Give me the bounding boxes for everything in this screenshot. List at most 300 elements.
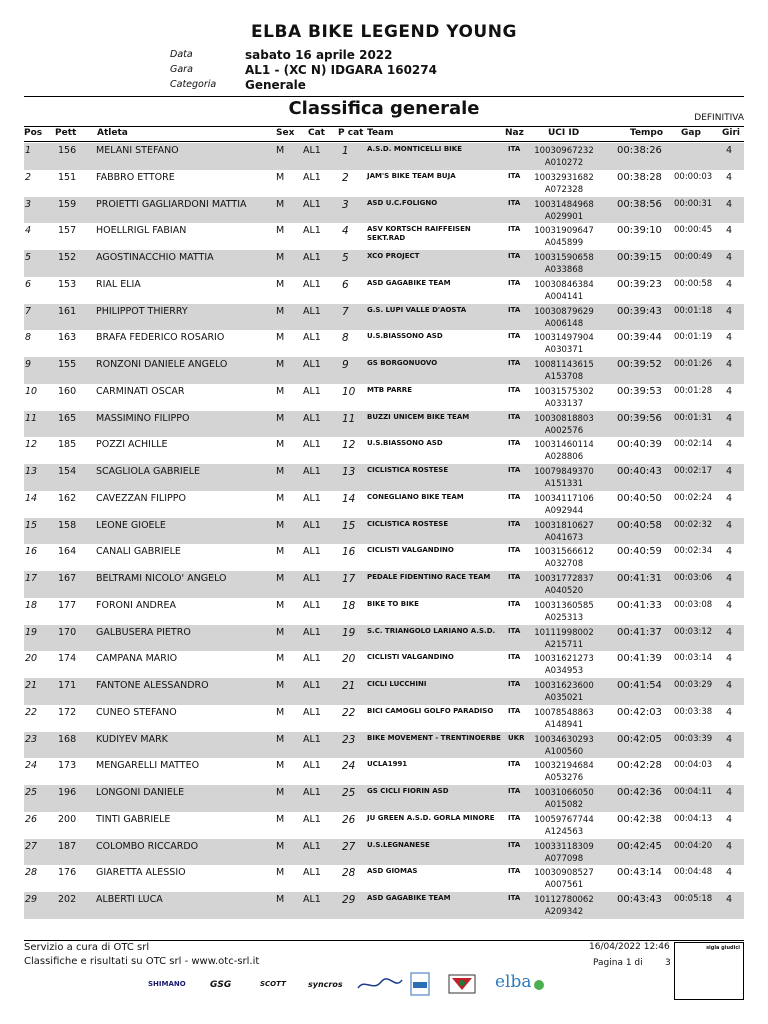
cell-pos: 14: [25, 492, 38, 504]
cell-athlete: FANTONE ALESSANDRO: [96, 680, 209, 691]
cell-nation: ITA: [508, 626, 521, 635]
cell-pcat: 5: [342, 252, 349, 264]
table-row: [24, 170, 744, 197]
uci-license-code: A025313: [544, 612, 584, 623]
table-row: [24, 785, 744, 812]
cell-athlete: BELTRAMI NICOLO' ANGELO: [96, 573, 227, 584]
cell-laps: 4: [726, 787, 733, 798]
cell-pcat: 24: [342, 760, 356, 773]
cell-laps: 4: [726, 466, 733, 477]
meta-value: sabato 16 aprile 2022: [245, 47, 393, 62]
cell-athlete: FORONI ANDREA: [96, 599, 176, 611]
cell-nation: ITA: [508, 359, 521, 367]
uci-id-number: 10031623600: [534, 681, 594, 691]
cell-pos: 29: [25, 894, 38, 905]
meta-value: AL1 - (XC N) IDGARA 160274: [245, 62, 437, 77]
cell-laps: 4: [726, 252, 733, 263]
cell-pos: 6: [25, 278, 32, 290]
cell-athlete: FABBRO ETTORE: [96, 171, 175, 183]
cell-time: 00:41:54: [617, 680, 662, 691]
uci-id-number: 10078548863: [534, 707, 594, 718]
uci-license-code: A072328: [544, 184, 584, 195]
cell-nation: ITA: [508, 599, 521, 608]
cell-athlete: MENGARELLI MATTEO: [96, 760, 200, 772]
cell-team: U.S.BIASSONO ASD: [367, 439, 443, 448]
cell-gap: 00:01:18: [674, 305, 713, 316]
cell-time: 00:40:39: [617, 439, 662, 451]
uci-license-code: A002576: [544, 425, 584, 436]
cell-athlete: PROIETTI GAGLIARDONI MATTIA: [96, 198, 247, 210]
cell-athlete: KUDIYEV MARK: [96, 733, 168, 745]
cell-time: 00:42:03: [617, 706, 662, 718]
cell-uci-id: [530, 573, 598, 597]
cell-sex: M: [276, 278, 285, 290]
cell-pcat: 18: [342, 599, 356, 612]
uci-license-code: A028806: [544, 452, 584, 463]
cell-cat: AL1: [303, 680, 321, 691]
cell-team: BICI CAMOGLI GOLFO PARADISO: [367, 706, 494, 715]
footer-credits: [24, 941, 259, 969]
cell-uci-id: [530, 841, 598, 865]
cell-sex: M: [276, 760, 285, 772]
cell-team: S.C. TRIANGOLO LARIANO A.S.D.: [367, 626, 496, 635]
cell-nation: ITA: [508, 412, 521, 421]
cell-laps: 4: [726, 225, 733, 237]
cell-cat: AL1: [303, 198, 321, 210]
cell-uci-id: [530, 787, 598, 811]
uci-id-number: 10031497904: [534, 333, 594, 344]
cell-laps: 4: [726, 680, 733, 691]
cell-laps: 4: [726, 626, 733, 638]
cell-uci-id: [530, 225, 598, 249]
cell-pos: 21: [25, 680, 38, 691]
cell-laps: 4: [726, 706, 733, 718]
cell-athlete: RIAL ELIA: [96, 278, 141, 290]
cell-athlete: ALBERTI LUCA: [96, 894, 163, 905]
cell-pett: 151: [58, 171, 77, 183]
cell-athlete: CANALI GABRIELE: [96, 546, 181, 558]
cell-time: 00:39:56: [617, 412, 662, 424]
cell-cat: AL1: [303, 840, 321, 852]
cell-pos: 12: [25, 439, 38, 451]
uci-id-number: 10030967232: [534, 146, 594, 156]
table-row: [24, 705, 744, 732]
col-atleta: Atleta: [97, 128, 128, 138]
cell-pos: 4: [25, 225, 32, 237]
cell-gap: 00:04:20: [674, 840, 713, 851]
cell-cat: AL1: [303, 546, 321, 558]
uci-license-code: A032708: [544, 559, 584, 570]
cell-sex: M: [276, 787, 285, 798]
event-title: ELBA BIKE LEGEND YOUNG: [251, 22, 517, 42]
cell-nation: ITA: [508, 519, 521, 528]
cell-time: 00:43:43: [617, 894, 662, 905]
table-row: [24, 250, 744, 277]
cell-pos: 15: [25, 519, 38, 531]
cell-pcat: 14: [342, 492, 356, 505]
cell-nation: ITA: [508, 171, 521, 180]
uci-id-number: 10111998002: [534, 627, 594, 638]
cell-sex: M: [276, 546, 285, 558]
cell-laps: 4: [726, 573, 733, 584]
cell-pcat: 8: [342, 332, 349, 345]
cell-athlete: COLOMBO RICCARDO: [96, 840, 199, 852]
cell-sex: M: [276, 626, 285, 638]
uci-license-code: A215711: [544, 639, 584, 650]
cell-team: ASV KORTSCH RAIFFEISEN SEKT.RAD: [367, 225, 471, 243]
cell-cat: AL1: [303, 145, 321, 156]
cell-gap: 00:04:11: [674, 787, 713, 797]
uci-id-number: 10030879629: [534, 306, 594, 317]
cell-gap: 00:02:14: [674, 439, 713, 450]
cell-laps: 4: [726, 198, 733, 210]
uci-license-code: A007561: [544, 880, 584, 891]
uci-license-code: A053276: [544, 773, 584, 784]
table-row: [24, 304, 744, 331]
cell-cat: AL1: [303, 573, 321, 584]
meta-label: Categoria: [170, 79, 217, 90]
table-row: [24, 625, 744, 652]
cell-sex: M: [276, 198, 285, 210]
col-pcat: P cat: [338, 128, 364, 138]
footer-results-link: Classifiche e risultati su OTC srl - www.otc-srl.it: [24, 956, 260, 967]
cell-athlete: RONZONI DANIELE ANGELO: [96, 359, 228, 370]
uci-id-number: 10031621273: [534, 654, 594, 665]
table-row: [24, 437, 744, 464]
cell-gap: 00:02:34: [674, 546, 713, 557]
cell-pos: 24: [25, 760, 38, 772]
cell-uci-id: [530, 413, 598, 437]
sponsor-logo-capoliveri: [410, 972, 430, 996]
cell-pos: 7: [25, 305, 32, 317]
cell-nation: ITA: [508, 894, 521, 902]
meta-label: Gara: [170, 64, 193, 75]
uci-license-code: A033137: [544, 398, 584, 409]
cell-laps: 4: [726, 813, 733, 825]
table-row: [24, 839, 744, 866]
cell-uci-id: [530, 734, 598, 758]
table-header-divider: [24, 141, 744, 142]
cell-time: 00:40:58: [617, 519, 662, 531]
cell-cat: AL1: [303, 359, 321, 370]
cell-athlete: PHILIPPOT THIERRY: [96, 305, 188, 317]
sponsor-logo-gsg: GSG: [210, 980, 232, 990]
uci-license-code: A029901: [544, 211, 584, 222]
cell-time: 00:39:53: [617, 385, 662, 397]
cell-team: UCLA1991: [367, 760, 408, 769]
cell-cat: AL1: [303, 278, 321, 290]
cell-pett: 156: [58, 145, 77, 156]
cell-team: G.S. LUPI VALLE D'AOSTA: [367, 305, 467, 314]
uci-license-code: A006148: [544, 318, 584, 329]
results-table: [24, 143, 744, 919]
meta-label: Data: [170, 49, 193, 60]
table-row: [24, 491, 744, 518]
table-row: [24, 892, 744, 919]
cell-gap: 00:03:08: [674, 599, 713, 610]
uci-license-code: A035021: [544, 693, 584, 703]
cell-pcat: 13: [342, 466, 356, 478]
cell-gap: 00:01:31: [674, 412, 713, 423]
uci-license-code: A034953: [544, 666, 584, 677]
cell-nation: ITA: [508, 813, 521, 822]
cell-pcat: 20: [342, 653, 356, 666]
col-sex: Sex: [276, 128, 295, 138]
meta-value: Generale: [245, 77, 306, 92]
table-row: [24, 357, 744, 384]
cell-uci-id: [530, 493, 598, 517]
cell-time: 00:39:43: [617, 305, 662, 317]
cell-uci-id: [530, 867, 598, 891]
cell-pett: 173: [58, 760, 77, 772]
sponsor-logo-script: [355, 974, 405, 994]
cell-sex: M: [276, 305, 285, 317]
cell-pett: 165: [58, 412, 77, 424]
col-naz: Naz: [505, 128, 524, 138]
cell-pos: 9: [25, 359, 32, 370]
cell-laps: 4: [726, 439, 733, 451]
cell-nation: ITA: [508, 278, 521, 287]
cell-laps: 4: [726, 145, 733, 156]
cell-pett: 171: [58, 680, 77, 691]
cell-cat: AL1: [303, 492, 321, 504]
uci-id-number: 10031566612: [534, 547, 594, 558]
sponsor-logo-shimano: SHIMANO: [148, 980, 186, 988]
cell-nation: ITA: [508, 573, 521, 581]
cell-pos: 2: [25, 171, 32, 183]
cell-team: CICLI LUCCHINI: [367, 680, 427, 688]
table-row: [24, 571, 744, 598]
uci-license-code: A209342: [544, 907, 584, 917]
cell-time: 00:42:45: [617, 840, 662, 852]
uci-id-number: 10079849370: [534, 467, 594, 477]
cell-sex: M: [276, 867, 285, 879]
cell-sex: M: [276, 225, 285, 237]
cell-time: 00:42:28: [617, 760, 662, 772]
table-row: [24, 758, 744, 785]
cell-uci-id: [530, 707, 598, 731]
cell-team: GS CICLI FIORIN ASD: [367, 787, 449, 795]
cell-sex: M: [276, 412, 285, 424]
cell-pcat: 25: [342, 787, 356, 799]
cell-pos: 1: [25, 145, 32, 156]
cell-cat: AL1: [303, 599, 321, 611]
cell-uci-id: [530, 145, 598, 169]
cell-cat: AL1: [303, 519, 321, 531]
cell-nation: ITA: [508, 840, 521, 849]
cell-nation: ITA: [508, 466, 521, 474]
cell-sex: M: [276, 519, 285, 531]
cell-uci-id: [530, 546, 598, 570]
uci-id-number: 10030908527: [534, 868, 594, 879]
cell-team: CICLISTICA ROSTESE: [367, 519, 449, 528]
cell-pett: 187: [58, 840, 77, 852]
cell-nation: ITA: [508, 760, 521, 769]
cell-laps: 4: [726, 599, 733, 611]
uci-id-number: 10032931682: [534, 172, 594, 183]
table-row: [24, 277, 744, 304]
cell-athlete: CAVEZZAN FILIPPO: [96, 492, 186, 504]
cell-pos: 11: [25, 412, 38, 424]
cell-pcat: 16: [342, 546, 356, 559]
uci-license-code: A077098: [544, 853, 584, 864]
cell-laps: 4: [726, 653, 733, 665]
cell-pett: 168: [58, 733, 77, 745]
cell-gap: 00:00:31: [674, 198, 713, 209]
cell-pcat: 11: [342, 412, 356, 425]
cell-sex: M: [276, 171, 285, 183]
table-row: [24, 678, 744, 705]
cell-pett: 170: [58, 626, 77, 638]
table-row: [24, 384, 744, 411]
cell-athlete: GALBUSERA PIETRO: [96, 626, 191, 638]
table-row: [24, 223, 744, 250]
cell-nation: ITA: [508, 787, 521, 795]
cell-cat: AL1: [303, 653, 321, 665]
cell-pcat: 2: [342, 171, 349, 184]
cell-cat: AL1: [303, 171, 321, 183]
uci-id-number: 10032194684: [534, 761, 594, 772]
cell-pcat: 19: [342, 626, 356, 639]
uci-license-code: A100560: [544, 746, 584, 757]
cell-laps: 4: [726, 519, 733, 531]
uci-license-code: A124563: [544, 826, 584, 837]
cell-cat: AL1: [303, 813, 321, 825]
cell-team: CICLISTI VALGANDINO: [367, 546, 454, 555]
cell-time: 00:38:56: [617, 198, 662, 210]
cell-nation: ITA: [508, 439, 521, 448]
cell-cat: AL1: [303, 225, 321, 237]
meta-date: [170, 47, 437, 62]
cell-time: 00:39:15: [617, 252, 662, 263]
cell-nation: ITA: [508, 546, 521, 555]
meta-category: [170, 77, 437, 92]
leaf-icon: [532, 978, 546, 992]
cell-pos: 19: [25, 626, 38, 638]
cell-gap: 00:02:32: [674, 519, 713, 530]
cell-team: BIKE TO BIKE: [367, 599, 419, 608]
cell-sex: M: [276, 359, 285, 370]
cell-laps: 4: [726, 171, 733, 183]
cell-team: GS BORGONUOVO: [367, 359, 438, 367]
header-divider: [24, 96, 744, 97]
cell-cat: AL1: [303, 332, 321, 344]
cell-laps: 4: [726, 733, 733, 745]
cell-gap: 00:04:13: [674, 813, 713, 824]
table-top-divider: [24, 126, 744, 127]
cell-pett: 160: [58, 385, 77, 397]
sponsor-logo-scott: SCOTT: [260, 980, 286, 988]
cell-laps: 4: [726, 359, 733, 370]
uci-license-code: A004141: [544, 291, 584, 302]
cell-gap: 00:02:24: [674, 492, 713, 503]
cell-nation: ITA: [508, 492, 521, 501]
cell-laps: 4: [726, 894, 733, 905]
cell-athlete: BRAFA FEDERICO ROSARIO: [96, 332, 225, 344]
cell-gap: 00:03:06: [674, 573, 713, 583]
cell-athlete: LONGONI DANIELE: [96, 787, 185, 798]
cell-time: 00:38:26: [617, 145, 662, 156]
cell-pos: 13: [25, 466, 38, 477]
cell-pcat: 12: [342, 439, 356, 452]
cell-uci-id: [530, 680, 598, 704]
cell-laps: 4: [726, 412, 733, 424]
cell-sex: M: [276, 840, 285, 852]
cell-sex: M: [276, 492, 285, 504]
uci-id-number: 10030846384: [534, 279, 594, 290]
cell-sex: M: [276, 813, 285, 825]
cell-sex: M: [276, 332, 285, 344]
cell-time: 00:40:43: [617, 466, 662, 477]
col-gap: Gap: [681, 128, 701, 138]
cell-nation: ITA: [508, 867, 521, 876]
cell-team: ASD GIOMAS: [367, 867, 418, 876]
cell-athlete: SCAGLIOLA GABRIELE: [96, 466, 201, 477]
cell-laps: 4: [726, 867, 733, 879]
cell-uci-id: [530, 814, 598, 838]
cell-nation: ITA: [508, 252, 521, 260]
uci-id-number: 10031590658: [534, 253, 594, 263]
cell-time: 00:40:59: [617, 546, 662, 558]
col-team: Team: [367, 128, 394, 138]
cell-pcat: 27: [342, 840, 356, 853]
col-tempo: Tempo: [630, 128, 664, 138]
cell-team: BIKE MOVEMENT - TRENTINOERBE: [367, 733, 501, 742]
cell-laps: 4: [726, 840, 733, 852]
cell-nation: ITA: [508, 385, 521, 394]
uci-id-number: 10081143615: [534, 360, 594, 370]
cell-team: PEDALE FIDENTINO RACE TEAM: [367, 573, 491, 581]
cell-pos: 10: [25, 385, 38, 397]
cell-pcat: 21: [342, 680, 356, 692]
cell-pos: 20: [25, 653, 38, 665]
uci-license-code: A040520: [544, 586, 584, 596]
cell-uci-id: [530, 359, 598, 383]
cell-uci-id: [530, 520, 598, 544]
cell-team: CONEGLIANO BIKE TEAM: [367, 492, 464, 501]
cell-cat: AL1: [303, 439, 321, 451]
cell-pcat: 15: [342, 519, 356, 532]
uci-license-code: A148941: [544, 719, 584, 730]
cell-pos: 28: [25, 867, 38, 879]
table-row: [24, 411, 744, 438]
cell-pett: 177: [58, 599, 77, 611]
table-row: [24, 518, 744, 545]
cell-team: U.S.BIASSONO ASD: [367, 332, 443, 341]
cell-pett: 167: [58, 573, 77, 584]
cell-team: JU GREEN A.S.D. GORLA MINORE: [367, 813, 495, 822]
table-row: [24, 651, 744, 678]
uci-license-code: A092944: [544, 505, 584, 516]
cell-gap: 00:02:17: [674, 466, 713, 476]
page-label: Pagina 1 di: [593, 958, 643, 968]
cell-time: 00:41:31: [617, 573, 662, 584]
cell-gap: 00:01:26: [674, 359, 713, 369]
cell-uci-id: [530, 439, 598, 463]
cell-team: ASD U.C.FOLIGNO: [367, 198, 438, 207]
cell-laps: 4: [726, 385, 733, 397]
cell-gap: 00:03:29: [674, 680, 713, 690]
cell-pos: 18: [25, 599, 38, 611]
uci-id-number: 10031909647: [534, 226, 594, 237]
signature-label: sigla giudici: [706, 945, 740, 951]
cell-time: 00:43:14: [617, 867, 662, 879]
cell-pos: 26: [25, 813, 38, 825]
cell-time: 00:42:36: [617, 787, 662, 798]
cell-gap: 00:01:19: [674, 332, 713, 343]
cell-athlete: CAMPANA MARIO: [96, 653, 178, 665]
cell-pett: 185: [58, 439, 77, 451]
